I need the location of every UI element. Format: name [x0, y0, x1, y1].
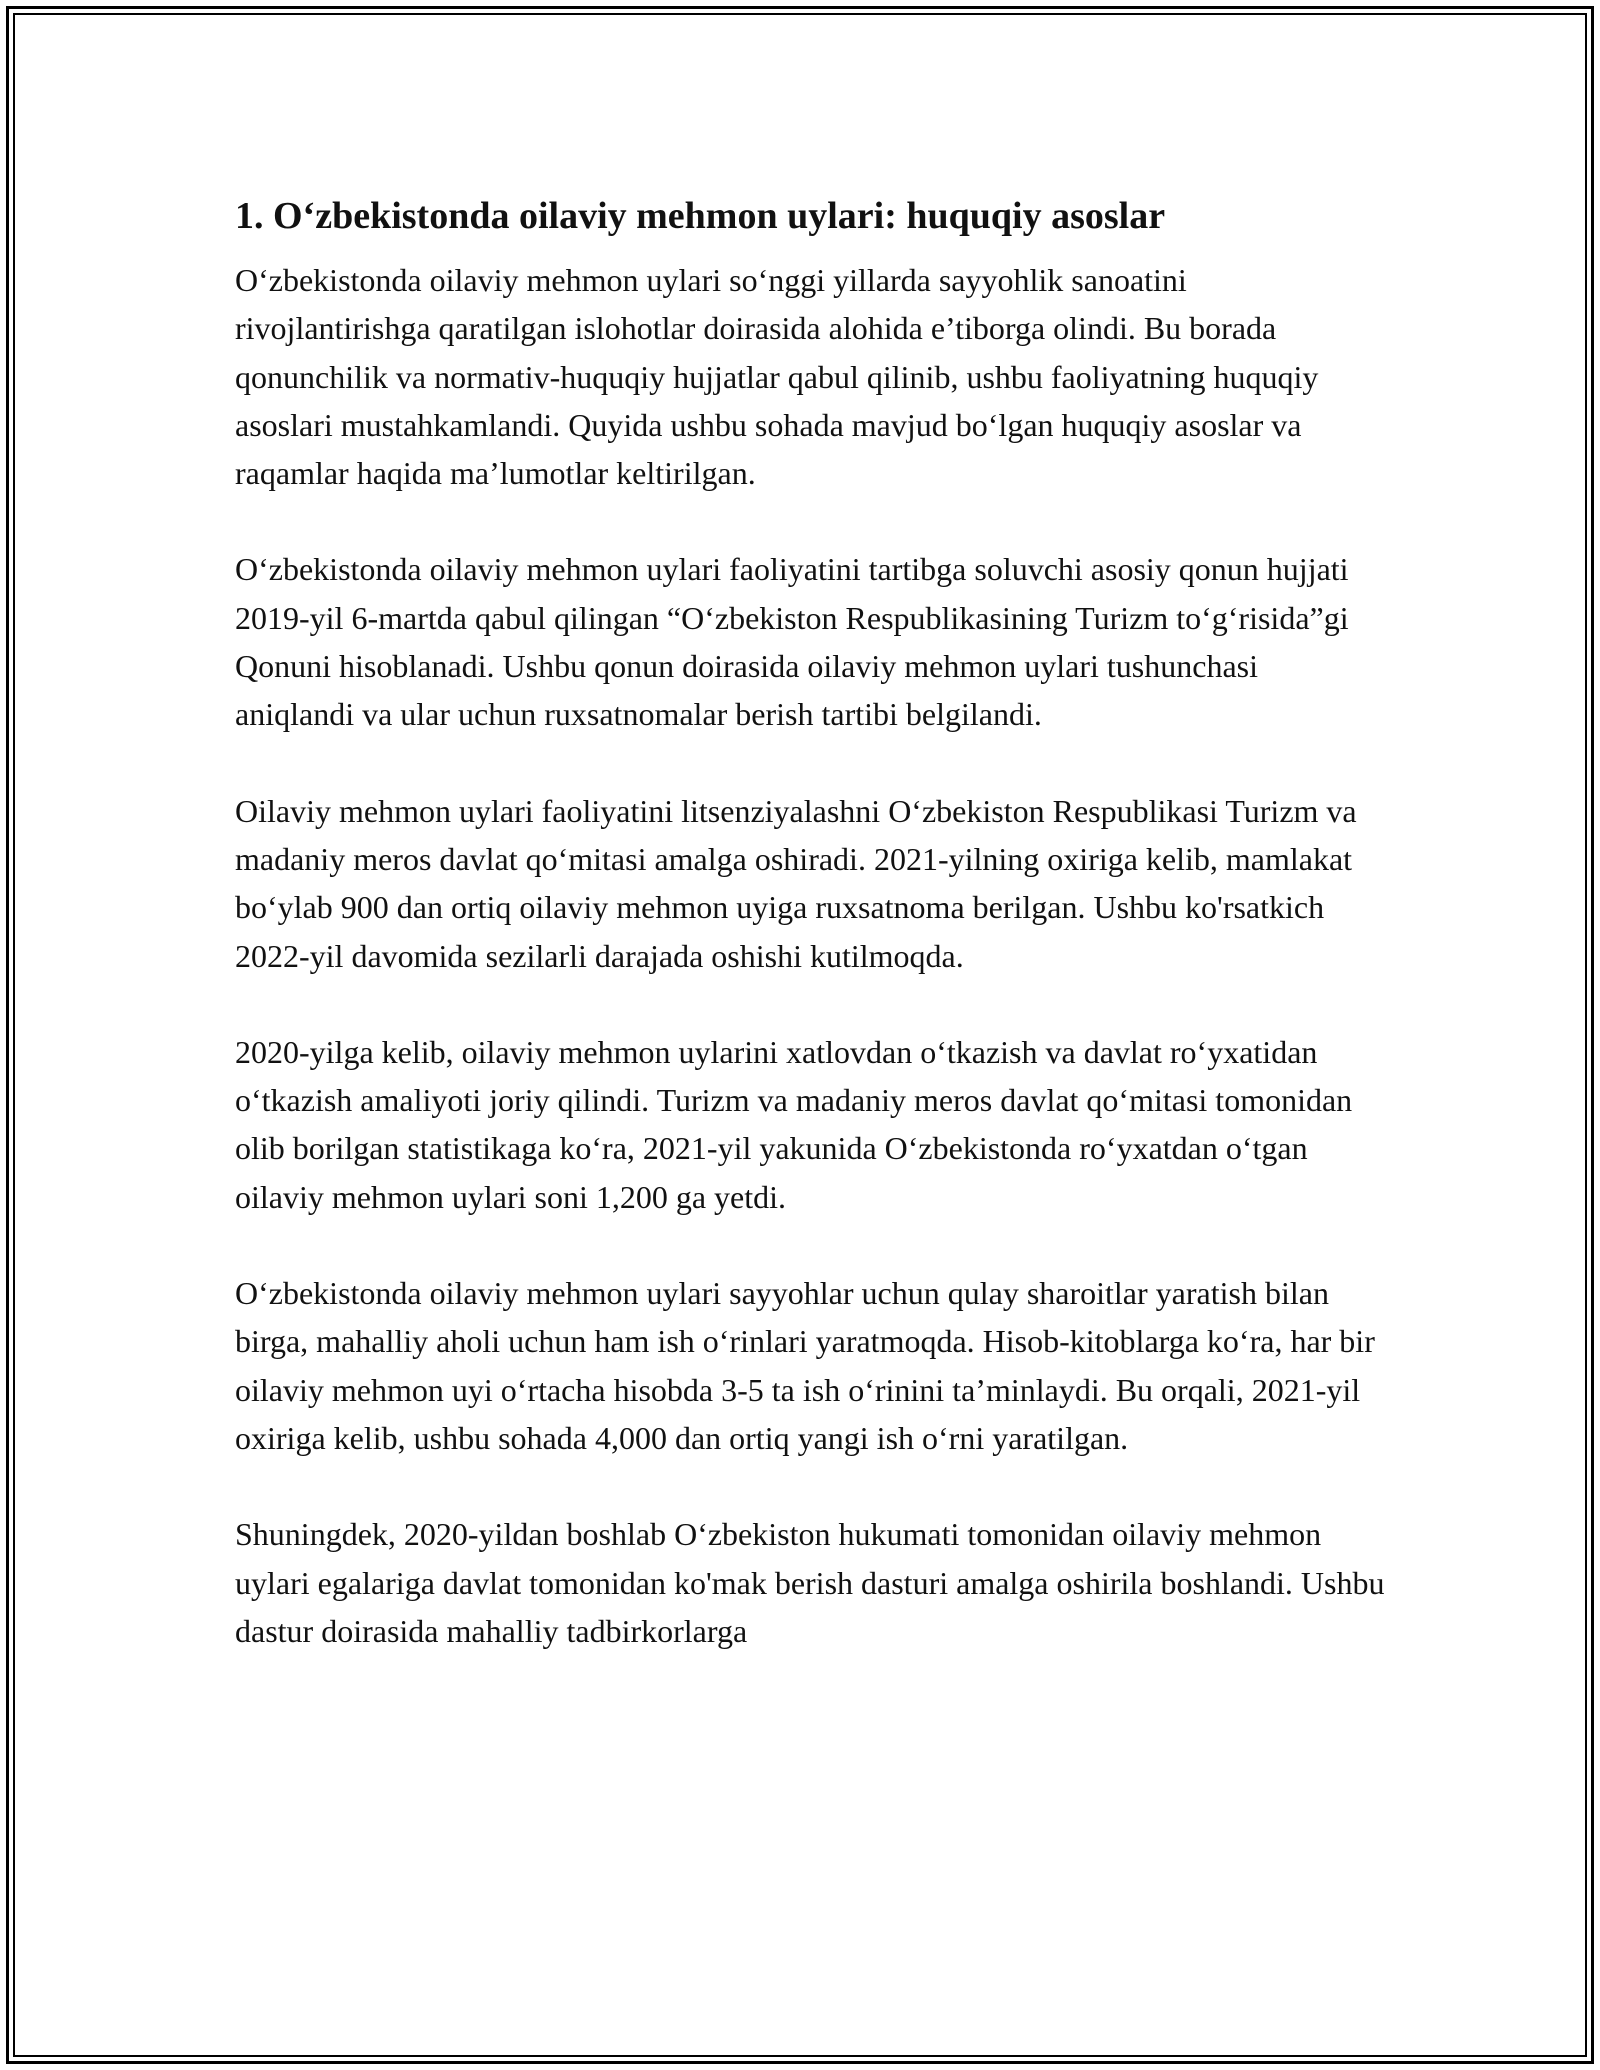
paragraph-2: O‘zbekistonda oilaviy mehmon uylari faoliyatini tartibga soluvchi asosiy qonun hujjati 2019-yil 6-martda qabul qilingan “O‘zbekiston Respublikasining Turizm to‘g‘risida”gi Qonuni hisoblanadi. Ushbu qonun doirasida oilaviy mehmon uylari tushunchasi aniqlandi va ular uchun ruxsatnomalar berish tartibi belgilandi. [235, 551, 1349, 733]
paragraph-6: Shuningdek, 2020-yildan boshlab O‘zbekiston hukumati tomonidan oilaviy mehmon uylari egalariga davlat tomonidan ko'mak berish dasturi amalga oshirila boshlandi. Ushbu dastur doirasida mahalliy tadbirkorlarga [235, 1516, 1385, 1649]
paragraph-1: O‘zbekistonda oilaviy mehmon uylari so‘nggi yillarda sayyohlik sanoatini rivojlantirishga qaratilgan islohotlar doirasida alohida e’tiborga olindi. Bu borada qonunchilik va normativ-huquqiy hujjatlar qabul qilinib, ushbu faoliyatning huquqiy asoslari mustahkamlandi. Quyida ushbu sohada mavjud bo‘lgan huquqiy asoslar va raqamlar haqida ma’lumotlar keltirilgan. [235, 262, 1319, 492]
document-body [235, 190, 1385, 1703]
paragraph-4: 2020-yilga kelib, oilaviy mehmon uylarini xatlovdan o‘tkazish va davlat ro‘yxatidan o‘tkazish amaliyoti joriy qilindi. Turizm va madaniy meros davlat qo‘mitasi tomonidan olib borilgan statistikaga ko‘ra, 2021-yil yakunida O‘zbekistonda ro‘yxatdan o‘tgan oilaviy mehmon uylari soni 1,200 ga yetdi. [235, 1033, 1353, 1215]
paragraph-5: O‘zbekistonda oilaviy mehmon uylari sayyohlar uchun qulay sharoitlar yaratish bilan birga, mahalliy aholi uchun ham ish o‘rinlari yaratmoqda. Hisob-kitoblarga ko‘ra, har bir oilaviy mehmon uyi o‘rtacha hisobda 3-5 ta ish o‘rinini ta’minlaydi. Bu orqali, 2021-yil oxiriga kelib, ushbu sohada 4,000 dan ortiq yangi ish o‘rni yaratilgan. [235, 1275, 1375, 1456]
section-heading: 1. O‘zbekistonda oilaviy mehmon uylari: huquqiy asoslar [235, 195, 1166, 237]
paragraph-3: Oilaviy mehmon uylari faoliyatini litsenziyalashni O‘zbekiston Respublikasi Turizm va madaniy meros davlat qo‘mitasi amalga oshiradi. 2021-yilning oxiriga kelib, mamlakat bo‘ylab 900 dan ortiq oilaviy mehmon uyiga ruxsatnoma berilgan. Ushbu ko'rsatkich 2022-yil davomida sezilarli darajada oshishi kutilmoqda. [235, 792, 1357, 974]
